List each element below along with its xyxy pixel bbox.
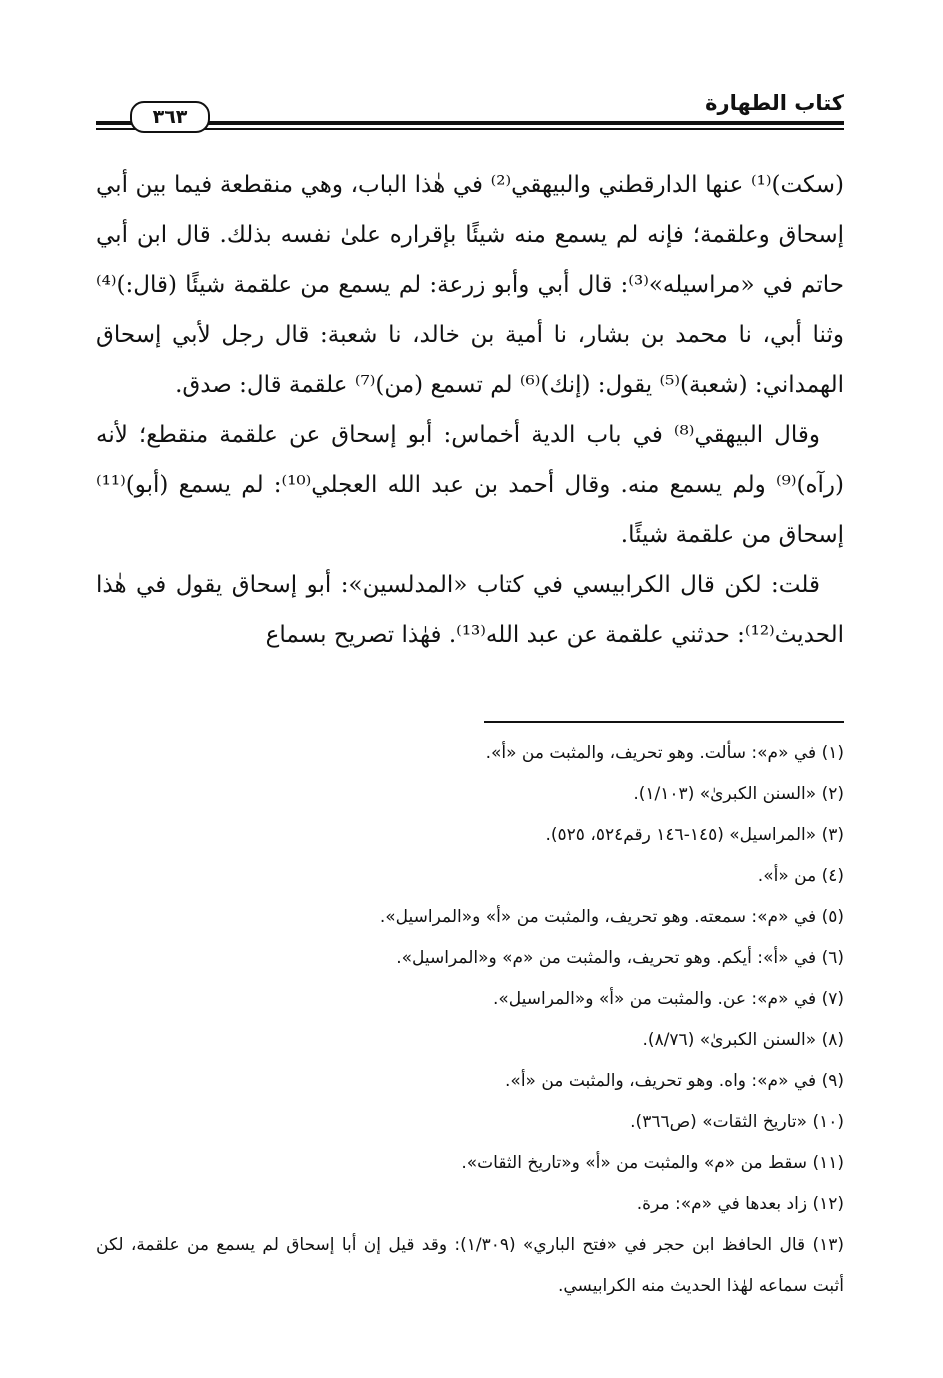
footnote: (٦) في «أ»: أيكم. وهو تحريف، والمثبت من «م» و«المراسيل». bbox=[396, 948, 844, 968]
footnote: (٥) في «م»: سمعته. وهو تحريف، والمثبت من «أ» و«المراسيل». bbox=[379, 907, 844, 927]
footnote-separator bbox=[484, 721, 844, 723]
main-text bbox=[96, 160, 844, 660]
footnote: (٧) في «م»: عن. والمثبت من «أ» و«المراسيل». bbox=[492, 989, 844, 1009]
paragraph: (سكت)⁽¹⁾ عنها الدارقطني والبيهقي⁽²⁾ في هٰذا الباب، وهي منقطعة فيما بين أبي إسحاق وعلقمة؛ فإنه لم يسمع منه شيئًا بإقراره علىٰ نفسه بذلك. قال ابن أبي حاتم في «مراسيله»⁽³⁾: قال أبي وأبو زرعة: لم يسمع من علقمة شيئًا (قال:)⁽⁴⁾ وثنا أبي، نا محمد بن بشار، نا أمية بن خالد، نا شعبة: قال رجل لأبي إسحاق الهمداني: (شعبة)⁽⁵⁾ يقول: (إنك)⁽⁶⁾ لم تسمع (من)⁽⁷⁾ علقمة قال: صدق. bbox=[96, 172, 844, 398]
footnote: (٨) «السنن الكبرىٰ» (٨/٧٦). bbox=[642, 1030, 844, 1050]
header-rule-thin bbox=[96, 128, 844, 130]
footnote: (١٣) قال الحافظ ابن حجر في «فتح الباري» (١/٣٠٩): وقد قيل إن أبا إسحاق لم يسمع من علقمة، لكن أثبت سماعه لهٰذا الحديث منه الكرابيسي. bbox=[96, 1235, 844, 1296]
footnote: (٢) «السنن الكبرىٰ» (١/١٠٣). bbox=[633, 784, 844, 804]
footnote: (١٢) زاد بعدها في «م»: مرة. bbox=[636, 1194, 844, 1214]
footnote: (١) في «م»: سألت. وهو تحريف، والمثبت من «أ». bbox=[485, 743, 844, 763]
page-number-badge: ٣٦٣ bbox=[130, 101, 210, 133]
footnote: (٣) «المراسيل» (١٤٥-١٤٦ رقم٥٢٤، ٥٢٥). bbox=[545, 825, 844, 845]
paragraph: قلت: لكن قال الكرابيسي في كتاب «المدلسين»: أبو إسحاق يقول في هٰذا الحديث⁽¹²⁾: حدثني علقمة عن عبد الله⁽¹³⁾. فهٰذا تصريح بسماع bbox=[96, 572, 844, 648]
chapter-title: كتاب الطهارة bbox=[705, 91, 844, 115]
footnote: (٩) في «م»: واه. وهو تحريف، والمثبت من «أ». bbox=[505, 1071, 844, 1091]
paragraph: وقال البيهقي⁽⁸⁾ في باب الدية أخماس: أبو إسحاق عن علقمة منقطع؛ لأنه (رآه)⁽⁹⁾ ولم يسمع منه. وقال أحمد بن عبد الله العجلي⁽¹⁰⁾: لم يسمع (أبو)⁽¹¹⁾ إسحاق من علقمة شيئًا. bbox=[96, 422, 844, 548]
page-header bbox=[96, 84, 844, 136]
footnote: (١٠) «تاريخ الثقات» (ص٣٦٦). bbox=[630, 1112, 844, 1132]
footnotes-list bbox=[96, 733, 844, 1307]
footnote: (١١) سقط من «م» والمثبت من «أ» و«تاريخ الثقات». bbox=[461, 1153, 844, 1173]
footnote: (٤) من «أ». bbox=[757, 866, 844, 886]
